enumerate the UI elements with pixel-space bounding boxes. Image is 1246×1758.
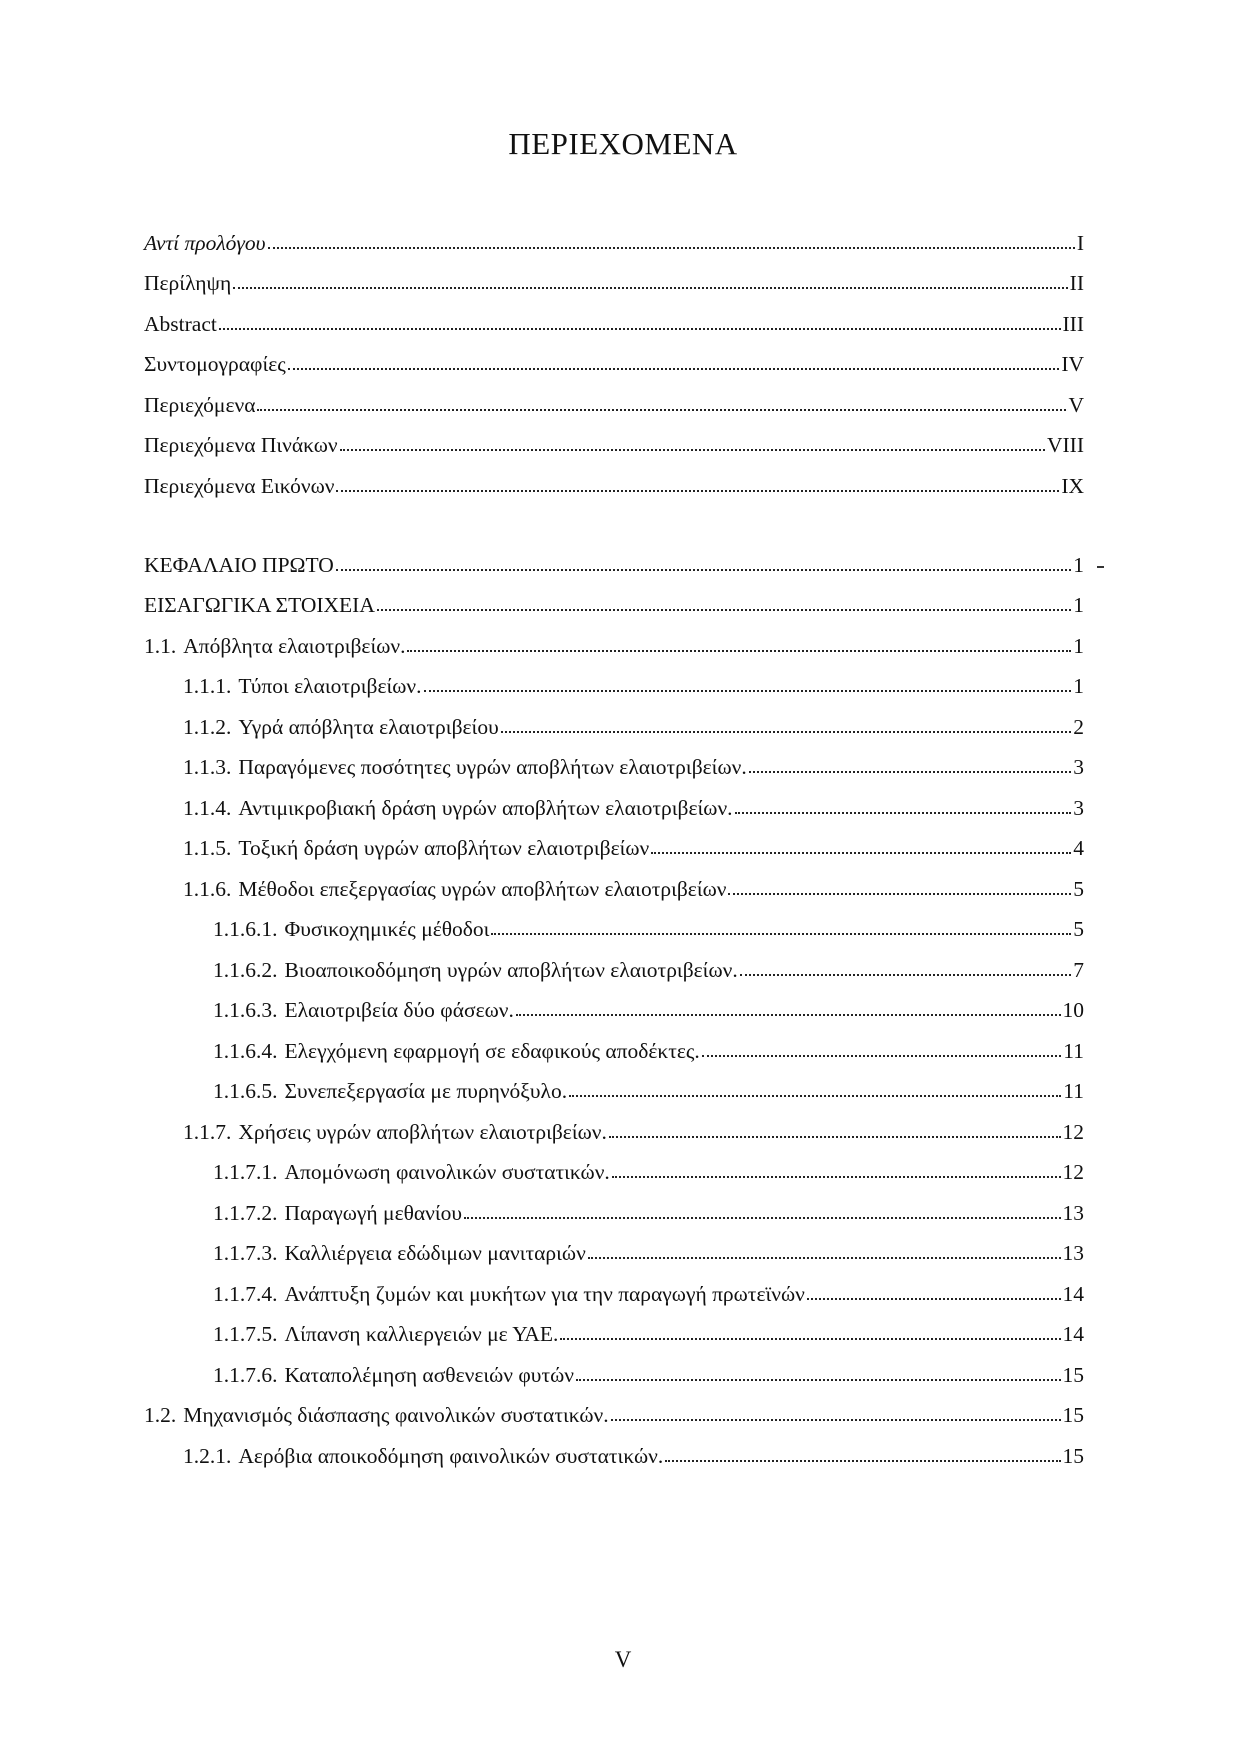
dot-leader — [424, 690, 1072, 692]
toc-entry-label: Τύποι ελαιοτριβείων. — [238, 674, 422, 698]
toc-entry-number: 1.1.7.1. — [213, 1160, 278, 1184]
dot-leader — [336, 569, 1071, 571]
page-number: V — [614, 1647, 632, 1672]
toc-entry-label: Παραγωγή μεθανίου — [284, 1201, 463, 1225]
toc-entry-number: 1.1.4. — [183, 796, 232, 820]
toc-entry-page: 4 — [1073, 836, 1084, 860]
dot-leader — [807, 1298, 1061, 1300]
toc-entry-page: 14 — [1062, 1282, 1084, 1306]
toc-entry-page: VIII — [1046, 433, 1084, 457]
dot-leader — [516, 1014, 1061, 1016]
toc-entry-page: 7 — [1073, 958, 1084, 982]
toc-entry — [144, 390, 1084, 420]
toc-entry-number: 1.1.7. — [183, 1120, 232, 1144]
dot-leader — [702, 1055, 1061, 1057]
toc-entry-label: Αντιμικροβιακή δράση υγρών αποβλήτων ελαιοτριβείων. — [238, 796, 733, 820]
toc-entry-label: Χρήσεις υγρών αποβλήτων ελαιοτριβείων. — [238, 1120, 607, 1144]
toc-entry — [183, 712, 1084, 742]
dot-leader — [651, 852, 1071, 854]
toc-entry-label: Φυσικοχημικές μέθοδοι — [284, 917, 490, 941]
toc-entry-page: 12 — [1062, 1160, 1084, 1184]
dot-leader — [612, 1176, 1061, 1178]
toc-entry-number: 1.1.6.5. — [213, 1079, 278, 1103]
dot-leader — [560, 1338, 1060, 1340]
toc-entry-page: IX — [1061, 474, 1084, 498]
toc-entry — [213, 1198, 1084, 1228]
toc-entry-label: Παραγόμενες ποσότητες υγρών αποβλήτων ελαιοτριβείων. — [238, 755, 747, 779]
toc-entry-page: V — [1068, 393, 1084, 417]
toc-entry-number: 1.2.1. — [183, 1444, 232, 1468]
dot-leader — [257, 409, 1066, 411]
toc-entry-label: Τοξική δράση υγρών αποβλήτων ελαιοτριβείων — [238, 836, 650, 860]
toc-entry-label: Καλλιέργεια εδώδιμων μανιταριών — [284, 1241, 586, 1265]
toc-entry-label: Συνεπεξεργασία με πυρηνόξυλο. — [284, 1079, 568, 1103]
dot-leader — [749, 771, 1072, 773]
toc-entry-number: 1.1.7.5. — [213, 1322, 278, 1346]
toc-entry-page: IV — [1061, 352, 1084, 376]
toc-entry-label: Μέθοδοι επεξεργασίας υγρών αποβλήτων ελαιοτριβείων — [238, 877, 727, 901]
toc-entry — [213, 1360, 1084, 1390]
toc-entry-label: ΚΕΦΑΛΑΙΟ ΠΡΩΤΟ — [144, 553, 334, 577]
toc-entry — [144, 349, 1084, 379]
toc-entry-number: 1.1.1. — [183, 674, 232, 698]
toc-entry-label: Βιοαποικοδόμηση υγρών αποβλήτων ελαιοτριβείων. — [284, 958, 738, 982]
toc-entry-label: Περιεχόμενα Πινάκων — [144, 433, 338, 457]
dot-leader — [501, 731, 1072, 733]
toc-entry-page: 11 — [1063, 1039, 1084, 1063]
toc-entry-number: 1.1.7.3. — [213, 1241, 278, 1265]
dot-leader — [611, 1419, 1061, 1421]
toc-entry-page: 3 — [1073, 755, 1084, 779]
toc-entry-number: 1.1.7.4. — [213, 1282, 278, 1306]
stray-mark — [1097, 566, 1104, 568]
toc-entry-number: 1.1.3. — [183, 755, 232, 779]
toc-entry-number: 1.1.6.1. — [213, 917, 278, 941]
toc-entry — [183, 793, 1084, 823]
toc-entry-page: 13 — [1062, 1241, 1084, 1265]
toc-entry-label: Καταπολέμηση ασθενειών φυτών — [284, 1363, 574, 1387]
toc-entry — [213, 1036, 1084, 1066]
toc-entry-number: 1.1.6. — [183, 877, 232, 901]
toc-entry — [213, 1157, 1084, 1187]
toc-entry — [144, 228, 1084, 258]
toc-entry-label: Συντομογραφίες — [144, 352, 286, 376]
dot-leader — [576, 1379, 1061, 1381]
toc-entry-label: Ελεγχόμενη εφαρμογή σε εδαφικούς αποδέκτες. — [284, 1039, 700, 1063]
toc-entry-label: Υγρά απόβλητα ελαιοτριβείου — [238, 715, 499, 739]
toc-entry — [144, 268, 1084, 298]
dot-leader — [219, 328, 1061, 330]
toc-entry — [213, 1076, 1084, 1106]
toc-entry-page: II — [1069, 271, 1084, 295]
toc-entry-label: Μηχανισμός διάσπασης φαινολικών συστατικών. — [183, 1403, 609, 1427]
toc-entry — [144, 430, 1084, 460]
toc-entry-number: 1.1.2. — [183, 715, 232, 739]
toc-entry-label: Ανάπτυξη ζυμών και μυκήτων για την παραγωγή πρωτεϊνών — [284, 1282, 805, 1306]
toc-entry — [213, 955, 1084, 985]
toc-entry-label: Απόβλητα ελαιοτριβείων. — [183, 634, 406, 658]
toc-entry — [144, 550, 1084, 580]
toc-entry-page: 11 — [1063, 1079, 1084, 1103]
toc-entry-page: 5 — [1073, 877, 1084, 901]
dot-leader — [588, 1257, 1061, 1259]
toc-entry-page: 10 — [1062, 998, 1084, 1022]
dot-leader — [464, 1217, 1060, 1219]
toc-entry — [183, 833, 1084, 863]
toc-entry-label: Ελαιοτριβεία δύο φάσεων. — [284, 998, 514, 1022]
toc-entry-page: 5 — [1073, 917, 1084, 941]
dot-leader — [340, 449, 1045, 451]
toc-entry-number: 1.1.5. — [183, 836, 232, 860]
toc-entry-label: ΕΙΣΑΓΩΓΙΚΑ ΣΤΟΙΧΕΙΑ — [144, 593, 375, 617]
dot-leader — [377, 609, 1071, 611]
toc-entry-label: Απομόνωση φαινολικών συστατικών. — [284, 1160, 610, 1184]
dot-leader — [569, 1095, 1061, 1097]
toc-entry-page: 15 — [1062, 1363, 1084, 1387]
toc-entry — [144, 590, 1084, 620]
toc-entry — [183, 1441, 1084, 1471]
toc-entry-page: III — [1062, 312, 1084, 336]
toc-entry-label: Περιεχόμενα Εικόνων — [144, 474, 335, 498]
toc-entry — [144, 471, 1084, 501]
dot-leader — [288, 368, 1060, 370]
dot-leader — [336, 490, 1059, 492]
toc-entry — [213, 995, 1084, 1025]
toc-entry — [183, 874, 1084, 904]
dot-leader — [609, 1136, 1061, 1138]
dot-leader — [491, 933, 1071, 935]
toc-entry — [144, 1400, 1084, 1430]
toc-entry-number: 1.1.6.2. — [213, 958, 278, 982]
toc-entry-page: 15 — [1062, 1444, 1084, 1468]
dot-leader — [233, 287, 1067, 289]
toc-entry-number: 1.1.7.2. — [213, 1201, 278, 1225]
toc-entry-page: I — [1076, 231, 1084, 255]
toc-entry — [213, 914, 1084, 944]
toc-entry-page: 1 — [1073, 674, 1084, 698]
toc-entry — [213, 1238, 1084, 1268]
toc-entry-page: 14 — [1062, 1322, 1084, 1346]
dot-leader — [268, 247, 1075, 249]
toc-entry-page: 1 — [1073, 634, 1084, 658]
toc-entry-number: 1.1.6.3. — [213, 998, 278, 1022]
toc-entry-number: 1.1.7.6. — [213, 1363, 278, 1387]
toc-entry — [183, 671, 1084, 701]
toc-entry-page: 1 — [1073, 553, 1084, 577]
page-title: ΠΕΡΙΕΧΟΜΕΝΑ — [508, 126, 738, 161]
toc-entry-page: 1 — [1073, 593, 1084, 617]
toc-entry-page: 3 — [1073, 796, 1084, 820]
dot-leader — [740, 974, 1072, 976]
toc-entry-number: 1.1.6.4. — [213, 1039, 278, 1063]
toc-entry-label: Περιεχόμενα — [144, 393, 256, 417]
toc-entry — [183, 752, 1084, 782]
toc-entry — [144, 309, 1084, 339]
dot-leader — [407, 650, 1071, 652]
toc-entry-page: 15 — [1062, 1403, 1084, 1427]
toc-entry — [213, 1319, 1084, 1349]
toc-entry-number: 1.2. — [144, 1403, 177, 1427]
toc-entry-page: 12 — [1062, 1120, 1084, 1144]
dot-leader — [665, 1460, 1060, 1462]
dot-leader — [735, 812, 1072, 814]
toc-entry-label: Λίπανση καλλιεργειών με ΥΑΕ. — [284, 1322, 559, 1346]
toc-entry-label: Περίληψη — [144, 271, 232, 295]
toc-entry-label: Αερόβια αποικοδόμηση φαινολικών συστατικών. — [238, 1444, 664, 1468]
toc-entry-page: 13 — [1062, 1201, 1084, 1225]
toc-entry-label: Abstract — [144, 312, 217, 336]
toc-entry-label: Αντί προλόγου — [144, 231, 266, 255]
toc-entry-page: 2 — [1073, 715, 1084, 739]
toc-entry — [144, 631, 1084, 661]
toc-entry — [213, 1279, 1084, 1309]
toc-entry — [183, 1117, 1084, 1147]
toc-entry-number: 1.1. — [144, 634, 177, 658]
dot-leader — [728, 893, 1071, 895]
